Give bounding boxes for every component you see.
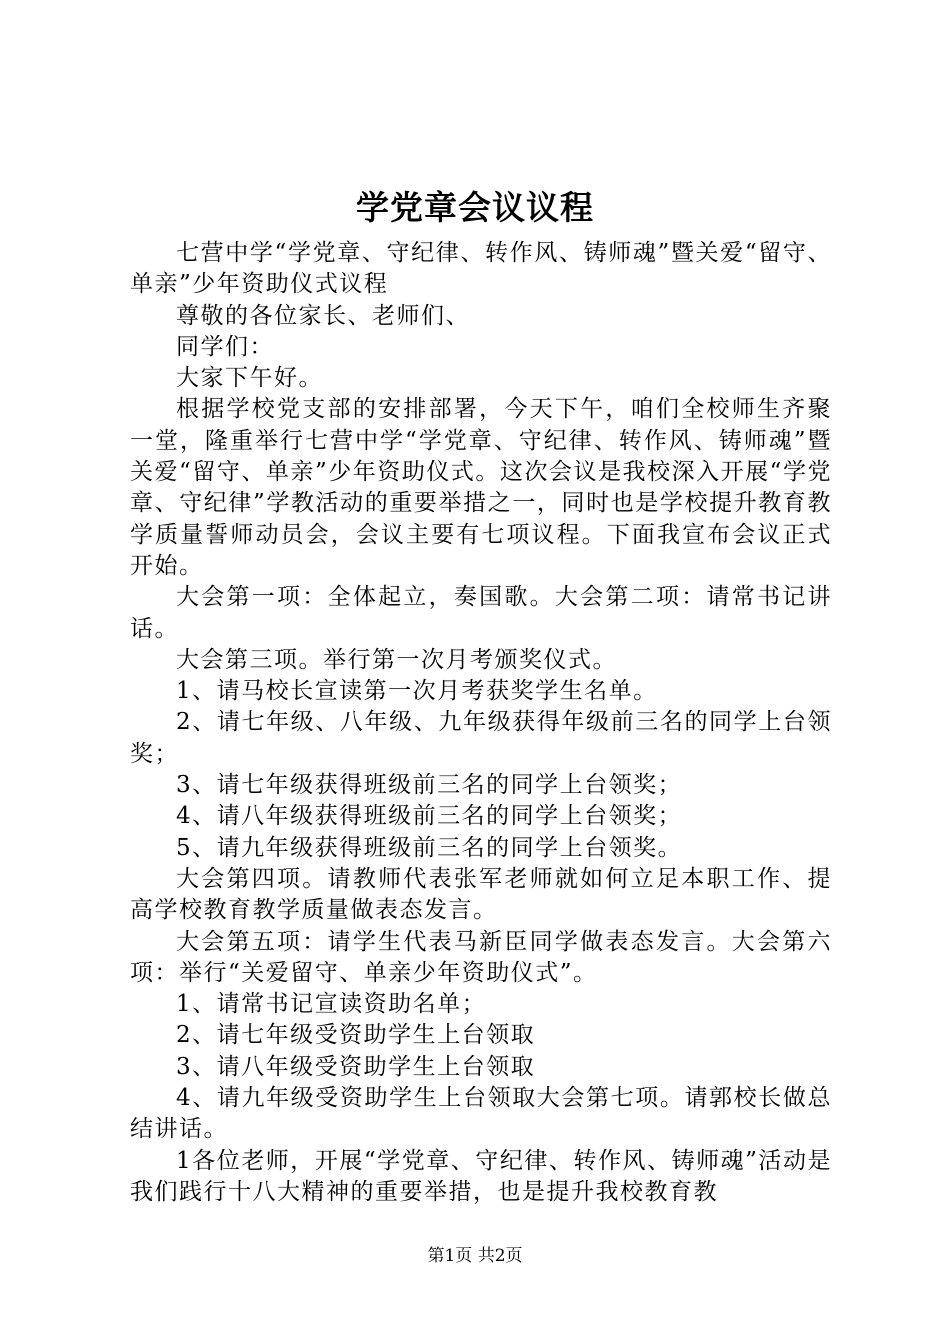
paragraph: 大会第五项：请学生代表马新臣同学做表态发言。大会第六项：举行“关爱留守、单亲少年资助仪式”。 <box>130 928 832 986</box>
paragraph: 5、请九年级获得班级前三名的同学上台领奖。 <box>176 834 683 861</box>
paragraph: 3、请七年级获得班级前三名的同学上台领奖； <box>176 772 683 799</box>
document-title: 学党章会议议程 <box>356 188 594 227</box>
paragraph: 大会第三项。举行第一次月考颁奖仪式。 <box>176 646 617 673</box>
page-footer: 第1页 共2页 <box>427 1246 523 1266</box>
paragraph: 1、请马校长宣读第一次月考获奖学生名单。 <box>176 678 658 705</box>
paragraph: 4、请八年级获得班级前三名的同学上台领奖； <box>176 803 683 830</box>
paragraph: 4、请九年级受资助学生上台领取大会第七项。请郭校长做总结讲话。 <box>130 1085 832 1143</box>
paragraph: 1、请常书记宣读资助名单； <box>176 991 487 1018</box>
document-body <box>130 238 832 1208</box>
paragraph: 2、请七年级、八年级、九年级获得年级前三名的同学上台领奖； <box>130 709 832 767</box>
paragraph: 大会第四项。请教师代表张军老师就如何立足本职工作、提高学校教育教学质量做表态发言。 <box>130 865 832 924</box>
paragraph: 大会第一项：全体起立，奏国歌。大会第二项：请常书记讲话。 <box>130 584 832 642</box>
paragraph: 尊敬的各位家长、老师们、 <box>176 302 470 329</box>
paragraph: 2、请七年级受资助学生上台领取 <box>176 1022 536 1049</box>
paragraph: 大家下午好。 <box>176 365 323 392</box>
paragraph: 1各位老师，开展“学党章、守纪律、转作风、铸师魂”活动是我们践行十八大精神的重要举措，也是提升我校教育教 <box>130 1147 832 1205</box>
paragraph: 同学们： <box>176 333 274 360</box>
paragraph: 3、请八年级受资助学生上台领取 <box>176 1053 536 1080</box>
paragraph: 根据学校党支部的安排部署，今天下午，咱们全校师生齐聚一堂，隆重举行七营中学“学党章、守纪律、转作风、铸师魂”暨关爱“留守、单亲”少年资助仪式。这次会议是我校深入开展“学党章、守纪律”学教活动的重要举措之一，同时也是学校提升教育教学质量誓师动员会，会议主要有七项议程。下面我宣布会议正式开始。 <box>130 396 832 579</box>
paragraph: 七营中学“学党章、守纪律、转作风、铸师魂”暨关爱“留守、单亲”少年资助仪式议程 <box>130 240 832 298</box>
